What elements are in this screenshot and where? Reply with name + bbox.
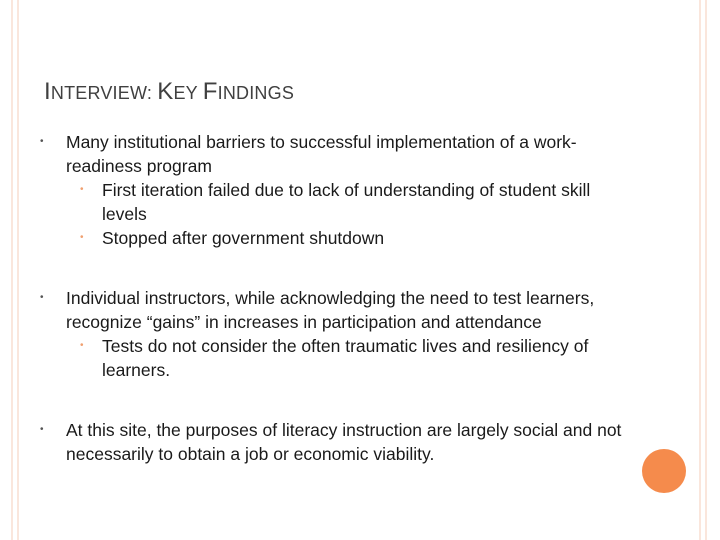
title-cap-1: I <box>44 78 51 105</box>
title-cap-3: F <box>202 78 218 105</box>
bullet-item <box>40 286 625 382</box>
bullet-item <box>40 130 625 250</box>
slide-title <box>44 78 294 106</box>
sub-bullet-text: Tests do not consider the often traumatic lives and resiliency of learners. <box>102 336 589 380</box>
sub-bullet-item <box>66 178 625 226</box>
title-rest-3: INDINGS <box>217 83 295 103</box>
sub-bullet-item <box>66 226 625 250</box>
bullet-text: Many institutional barriers to successful implementation of a work-readiness program <box>66 132 577 176</box>
bullet-text: Individual instructors, while acknowledging the need to test learners, recognize “gains” in increases in participation and attendance <box>66 288 595 332</box>
sub-bullet-icon: • <box>80 340 84 351</box>
sub-bullet-icon: • <box>80 184 84 195</box>
bullet-item <box>40 418 625 466</box>
bullet-icon: • <box>40 292 44 303</box>
title-cap-2: K <box>157 78 174 105</box>
bullet-text: At this site, the purposes of literacy instruction are largely social and not necessarily to obtain a job or economic viability. <box>66 420 622 464</box>
title-rest-1: NTERVIEW: <box>50 83 158 103</box>
sub-bullet-icon: • <box>80 232 84 243</box>
sub-bullet-text: Stopped after government shutdown <box>102 228 385 248</box>
sub-bullet-text: First iteration failed due to lack of understanding of student skill levels <box>102 180 591 224</box>
slide-body <box>40 130 625 466</box>
bullet-icon: • <box>40 136 44 147</box>
accent-circle <box>642 449 686 493</box>
bullet-icon: • <box>40 424 44 435</box>
title-rest-2: EY <box>173 83 203 103</box>
sub-bullet-item <box>66 334 625 382</box>
